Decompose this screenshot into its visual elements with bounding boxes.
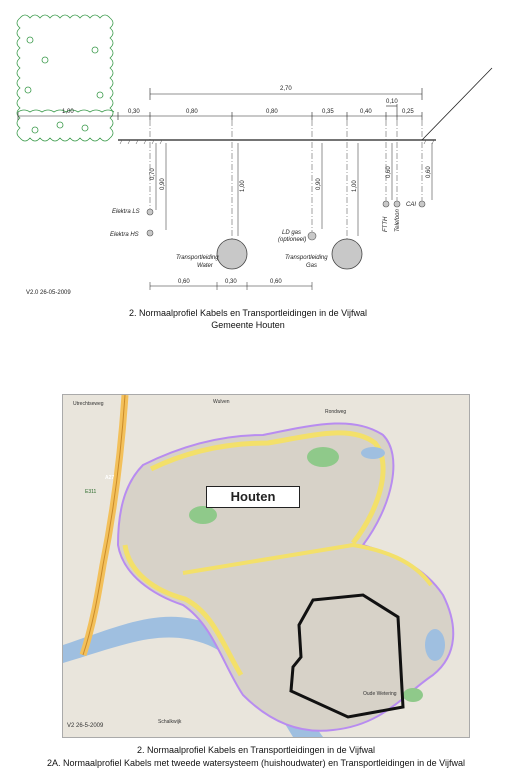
map-caption-2: 2A. Normaalprofiel Kabels met tweede watersysteem (huishoudwater) en Transportleidingen in de Vijfwal: [46, 758, 466, 768]
depth-090b: 0,90: [316, 178, 322, 190]
road-oude-wetering: Oude Wetering: [363, 691, 397, 697]
dim-040: 0,40: [360, 109, 372, 115]
slope-line: [422, 68, 492, 140]
label-ld-gas-2: (optioneel): [278, 237, 307, 243]
cable-elektra-hs: [147, 230, 153, 236]
depth-060b: 0,60: [426, 166, 432, 178]
dim-035: 0,35: [322, 109, 334, 115]
map-frame: [62, 394, 470, 738]
depth-090a: 0,90: [160, 178, 166, 190]
hedge-icon: [17, 15, 114, 141]
dim-010: 0,10: [386, 99, 398, 105]
lake-2: [425, 629, 445, 661]
label-elektra-hs: Elektra HS: [110, 232, 139, 238]
profile-caption-1: 2. Normaalprofiel Kabels en Transportleidingen in de Vijfwal: [129, 308, 367, 318]
park-2: [189, 506, 217, 524]
profile-caption-2: Gemeente Houten: [211, 320, 285, 330]
depth-070: 0,70: [150, 168, 156, 180]
bottom-dim-030: 0,30: [225, 279, 237, 285]
depth-100b: 1,00: [352, 180, 358, 192]
cable-cai: [419, 201, 425, 207]
map-title: Houten: [206, 486, 300, 508]
road-wulven: Wulven: [213, 399, 230, 405]
road-rondweg: Rondweg: [325, 409, 347, 415]
dim-080b: 0,80: [266, 109, 278, 115]
pipe-gas: [332, 239, 362, 269]
road-utrechtseweg: Utrechtseweg: [73, 401, 104, 407]
label-water-2: Water: [197, 263, 213, 269]
dim-025: 0,25: [402, 109, 414, 115]
map-canvas: [63, 395, 469, 737]
profile-version: V2.0 26-05-2009: [26, 290, 71, 296]
label-elektra-ls: Elektra LS: [112, 209, 140, 215]
park-1: [307, 447, 339, 467]
depth-100a: 1,00: [240, 180, 246, 192]
profile-diagram: [0, 0, 512, 340]
bottom-dim-060b: 0,60: [270, 279, 282, 285]
label-water-1: Transportleiding: [176, 255, 219, 261]
label-telefoon: Telefoon: [395, 209, 401, 232]
label-cai: CAI: [406, 202, 417, 208]
label-ftth: FTTH: [383, 216, 389, 232]
road-e311: E311: [85, 489, 97, 495]
lake-1: [361, 447, 385, 459]
dim-100: 1,00: [62, 109, 74, 115]
dim-030: 0,30: [128, 109, 140, 115]
road-schalkwijk: Schalkwijk: [158, 719, 182, 725]
park-3: [403, 688, 423, 702]
cable-telefoon: [394, 201, 400, 207]
road-a27: A27: [105, 475, 115, 481]
depth-060a: 0,60: [386, 166, 392, 178]
pipe-water: [217, 239, 247, 269]
map-caption-1: 2. Normaalprofiel Kabels en Transportleidingen in de Vijfwal: [137, 745, 375, 755]
map-version: V2 26-5-2009: [67, 723, 104, 729]
dim-080a: 0,80: [186, 109, 198, 115]
bottom-dim-060a: 0,60: [178, 279, 190, 285]
label-gas-1: Transportleiding: [285, 255, 328, 261]
pipe-ld-gas: [308, 232, 316, 240]
dim-total: 2,70: [280, 86, 292, 92]
cable-ftth: [383, 201, 389, 207]
cable-elektra-ls: [147, 209, 153, 215]
label-gas-2: Gas: [306, 263, 318, 269]
label-ld-gas-1: LD gas: [282, 230, 302, 236]
